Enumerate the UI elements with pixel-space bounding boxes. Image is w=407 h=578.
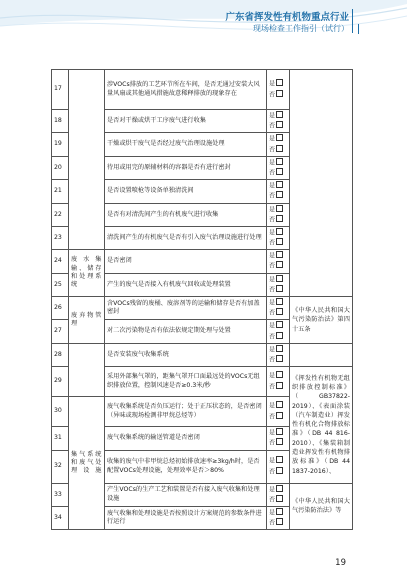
yes-option[interactable] bbox=[269, 205, 287, 215]
checkbox-icon[interactable] bbox=[276, 401, 283, 408]
no-option[interactable] bbox=[269, 191, 287, 201]
row-number: 31 bbox=[52, 427, 69, 450]
no-option[interactable] bbox=[269, 285, 287, 295]
no-option[interactable] bbox=[269, 261, 287, 271]
row-number: 18 bbox=[52, 110, 69, 133]
yes-no-options bbox=[267, 133, 290, 156]
yes-option[interactable] bbox=[269, 401, 287, 411]
checkbox-icon[interactable] bbox=[276, 215, 283, 222]
no-label: 否 bbox=[269, 122, 276, 130]
no-option[interactable] bbox=[269, 412, 287, 422]
yes-no-options bbox=[267, 506, 290, 529]
check-item: 产生的废气是否接入有机废气回收或处理装置 bbox=[105, 273, 267, 296]
row-number: 26 bbox=[52, 297, 69, 320]
checkbox-icon[interactable] bbox=[276, 412, 283, 419]
checkbox-icon[interactable] bbox=[276, 158, 283, 165]
yes-no-options bbox=[267, 273, 290, 296]
no-option[interactable] bbox=[269, 145, 287, 155]
row-number: 23 bbox=[52, 226, 69, 249]
yes-option[interactable] bbox=[269, 321, 287, 331]
no-label: 否 bbox=[269, 239, 276, 247]
no-option[interactable] bbox=[269, 518, 287, 528]
yes-option[interactable] bbox=[269, 371, 287, 381]
check-item: 待用或用完的原辅材料的容器是否有进行密封 bbox=[105, 156, 267, 179]
checkbox-icon[interactable] bbox=[276, 228, 283, 235]
yes-no-options bbox=[267, 397, 290, 427]
basis-gas-standards: 《挥发性有机物无组织排放控制标准》（GB37822-2019）、《表面涂装（汽车制造业）挥发性有机化合物排放标准》（DB 44 816-2010）、《集装箱制造业挥发性有机物排放标准》（DB 44 1837-2016）、 bbox=[290, 367, 353, 483]
no-option[interactable] bbox=[269, 168, 287, 178]
yes-no-options bbox=[267, 180, 290, 203]
check-item: 废气收集系统的输送管道是否密闭 bbox=[105, 427, 267, 450]
header-title: 广东省挥发性有机物重点行业 bbox=[225, 12, 349, 23]
row-number: 33 bbox=[52, 483, 69, 506]
check-item: 含VOCs残留的废桶、废溶剂等的运输和储存是否有加盖密封 bbox=[105, 297, 267, 320]
yes-option[interactable] bbox=[269, 181, 287, 191]
table-row bbox=[52, 70, 353, 110]
yes-option[interactable] bbox=[269, 456, 287, 466]
no-label: 否 bbox=[269, 468, 276, 475]
checkbox-icon[interactable] bbox=[276, 332, 283, 339]
yes-option[interactable] bbox=[269, 428, 287, 438]
yes-option[interactable] bbox=[269, 251, 287, 261]
check-item: 干燥或烘干废气是否经过废气治理设施处理 bbox=[105, 133, 267, 156]
yes-no-options bbox=[267, 156, 290, 179]
checkbox-icon[interactable] bbox=[276, 205, 283, 212]
checkbox-icon[interactable] bbox=[276, 298, 283, 305]
yes-no-options bbox=[267, 320, 290, 343]
checkbox-icon[interactable] bbox=[276, 382, 283, 389]
yes-option[interactable] bbox=[269, 485, 287, 495]
row-number: 29 bbox=[52, 367, 69, 397]
no-label: 否 bbox=[269, 216, 276, 224]
row-number: 30 bbox=[52, 397, 69, 427]
row-number: 20 bbox=[52, 156, 69, 179]
checkbox-icon[interactable] bbox=[276, 90, 283, 97]
yes-no-options bbox=[267, 250, 290, 273]
no-option[interactable] bbox=[269, 90, 287, 100]
check-item: 是否设置喷枪等设备单独清洗间 bbox=[105, 180, 267, 203]
check-item: 产生VOCs的生产工艺和装置是否有接入废气收集和处理设施 bbox=[105, 483, 267, 506]
yes-label: 是 bbox=[269, 372, 276, 380]
checkbox-icon[interactable] bbox=[276, 181, 283, 188]
yes-label: 是 bbox=[269, 402, 276, 410]
check-item: 是否安装废气收集系统 bbox=[105, 343, 267, 366]
checkbox-icon[interactable] bbox=[276, 355, 283, 362]
no-option[interactable] bbox=[269, 382, 287, 392]
no-label: 否 bbox=[269, 262, 276, 270]
row-number: 27 bbox=[52, 320, 69, 343]
no-option[interactable] bbox=[269, 355, 287, 365]
yes-label: 是 bbox=[269, 346, 276, 354]
check-item: 是否对干燥或烘干工序废气进行收集 bbox=[105, 110, 267, 133]
yes-label: 是 bbox=[269, 457, 276, 465]
check-item: 废气收集系统是否负压运行；处于正压状态的，是否密闭（异味或现场检测非甲烷总烃等） bbox=[105, 397, 267, 427]
row-number: 17 bbox=[52, 70, 69, 110]
no-option[interactable] bbox=[269, 121, 287, 131]
check-item: 废气收集和处理设施是否按照设计方案规范的参数条件进行运行 bbox=[105, 506, 267, 529]
row-number: 19 bbox=[52, 133, 69, 156]
yes-label: 是 bbox=[269, 429, 276, 437]
no-option[interactable] bbox=[269, 308, 287, 318]
check-item: 收集的废气中非甲烷总烃初始排放速率≥3kg/h时，是否配置VOCs处理设施，处理效率是否＞80% bbox=[105, 450, 267, 483]
no-option[interactable] bbox=[269, 215, 287, 225]
yes-label: 是 bbox=[269, 80, 276, 88]
checkbox-icon[interactable] bbox=[276, 121, 283, 128]
basis-gas-law: 《中华人民共和国大气污染防治法》等 bbox=[290, 483, 353, 530]
checkbox-icon[interactable] bbox=[276, 371, 283, 378]
basis-waste: 《中华人民共和国大气污染防治法》第四十五条 bbox=[290, 297, 353, 344]
checkbox-icon[interactable] bbox=[276, 321, 283, 328]
yes-no-options bbox=[267, 203, 290, 226]
checkbox-icon[interactable] bbox=[276, 438, 283, 445]
checkbox-icon[interactable] bbox=[276, 238, 283, 245]
checkbox-icon[interactable] bbox=[276, 495, 283, 502]
checkbox-icon[interactable] bbox=[276, 275, 283, 282]
checkbox-icon[interactable] bbox=[276, 251, 283, 258]
check-item: 采用外部集气罩的，距集气罩开口面最远处的VOCs无组织排放位置，控制风速是否≥0.3米/秒 bbox=[105, 367, 267, 397]
no-label: 否 bbox=[269, 383, 276, 391]
no-option[interactable] bbox=[269, 332, 287, 342]
no-label: 否 bbox=[269, 192, 276, 200]
basis-cell-empty bbox=[290, 343, 353, 366]
checkbox-icon[interactable] bbox=[276, 134, 283, 141]
page-number: 19 bbox=[335, 558, 346, 568]
yes-option[interactable] bbox=[269, 345, 287, 355]
category-cell-empty bbox=[69, 70, 105, 250]
no-label: 否 bbox=[269, 356, 276, 364]
row-number: 34 bbox=[52, 506, 69, 529]
yes-option[interactable] bbox=[269, 298, 287, 308]
yes-option[interactable] bbox=[269, 111, 287, 121]
yes-label: 是 bbox=[269, 276, 276, 284]
category-waste: 废弃物管理 bbox=[69, 297, 105, 344]
checklist-table bbox=[51, 69, 353, 530]
checkbox-icon[interactable] bbox=[276, 111, 283, 118]
yes-label: 是 bbox=[269, 206, 276, 213]
category-gas: 集气系统和废气处理设施 bbox=[69, 397, 105, 530]
checkbox-icon[interactable] bbox=[276, 145, 283, 152]
no-label: 否 bbox=[269, 146, 276, 154]
table-row bbox=[52, 297, 353, 320]
header-divider bbox=[352, 9, 354, 33]
check-item: 清洗间产生的有机废气是否有引入废气治理设施进行处理 bbox=[105, 226, 267, 249]
yes-no-options bbox=[267, 70, 290, 110]
yes-option[interactable] bbox=[269, 275, 287, 285]
yes-option[interactable] bbox=[269, 134, 287, 144]
yes-no-options bbox=[267, 483, 290, 506]
row-number: 24 bbox=[52, 250, 69, 273]
check-item: 涉VOCs排放的工艺环节所在车间，是否无通过安装大风量风扇或其他通风措施故意稀释排放的现象存在 bbox=[105, 70, 267, 110]
check-item: 是否密闭 bbox=[105, 250, 267, 273]
checkbox-icon[interactable] bbox=[276, 168, 283, 175]
checkbox-icon[interactable] bbox=[276, 191, 283, 198]
basis-cell-empty bbox=[290, 70, 353, 297]
yes-label: 是 bbox=[269, 159, 276, 167]
yes-label: 是 bbox=[269, 229, 276, 237]
yes-no-options bbox=[267, 110, 290, 133]
checkbox-icon[interactable] bbox=[276, 485, 283, 492]
no-label: 否 bbox=[269, 286, 276, 294]
no-option[interactable] bbox=[269, 438, 287, 448]
yes-option[interactable] bbox=[269, 158, 287, 168]
row-number: 21 bbox=[52, 180, 69, 203]
category-water: 废水集输、储存和处理系统 bbox=[69, 250, 105, 297]
row-number: 28 bbox=[52, 343, 69, 366]
yes-no-options bbox=[267, 226, 290, 249]
checkbox-icon[interactable] bbox=[276, 79, 283, 86]
row-number: 22 bbox=[52, 203, 69, 226]
row-number: 25 bbox=[52, 273, 69, 296]
checkbox-icon[interactable] bbox=[276, 345, 283, 352]
yes-label: 是 bbox=[269, 322, 276, 330]
row-number: 32 bbox=[52, 450, 69, 483]
no-label: 否 bbox=[269, 333, 276, 341]
yes-label: 是 bbox=[269, 112, 276, 120]
no-label: 否 bbox=[269, 496, 276, 504]
yes-label: 是 bbox=[269, 509, 276, 517]
no-label: 否 bbox=[269, 309, 276, 317]
checkbox-icon[interactable] bbox=[276, 508, 283, 515]
category-cell-empty bbox=[69, 343, 105, 396]
yes-option[interactable] bbox=[269, 508, 287, 518]
check-item: 对二次污染物是否有依法依规定期处理与处置 bbox=[105, 320, 267, 343]
no-option[interactable] bbox=[269, 467, 287, 477]
checkbox-icon[interactable] bbox=[276, 308, 283, 315]
check-item: 是否有对清洗间产生的有机废气进行收集 bbox=[105, 203, 267, 226]
no-option[interactable] bbox=[269, 495, 287, 505]
header-subtitle: 现场检查工作指引（试行） bbox=[253, 24, 349, 33]
checkbox-icon[interactable] bbox=[276, 467, 283, 474]
yes-label: 是 bbox=[269, 299, 276, 307]
checkbox-icon[interactable] bbox=[276, 428, 283, 435]
table-row bbox=[52, 343, 353, 366]
yes-label: 是 bbox=[269, 135, 276, 143]
no-label: 否 bbox=[269, 169, 276, 177]
no-label: 否 bbox=[269, 413, 276, 421]
yes-label: 是 bbox=[269, 486, 276, 493]
yes-no-options bbox=[267, 450, 290, 483]
checkbox-icon[interactable] bbox=[276, 518, 283, 525]
yes-no-options bbox=[267, 367, 290, 397]
yes-no-options bbox=[267, 297, 290, 320]
no-option[interactable] bbox=[269, 238, 287, 248]
no-label: 否 bbox=[269, 439, 276, 447]
checkbox-icon[interactable] bbox=[276, 456, 283, 463]
header-divider bbox=[358, 24, 359, 34]
checkbox-icon[interactable] bbox=[276, 285, 283, 292]
yes-no-options bbox=[267, 343, 290, 366]
yes-no-options bbox=[267, 427, 290, 450]
yes-label: 是 bbox=[269, 182, 276, 190]
yes-option[interactable] bbox=[269, 79, 287, 89]
yes-option[interactable] bbox=[269, 228, 287, 238]
no-label: 否 bbox=[269, 91, 276, 98]
no-label: 否 bbox=[269, 519, 276, 527]
checkbox-icon[interactable] bbox=[276, 261, 283, 268]
yes-label: 是 bbox=[269, 252, 276, 260]
